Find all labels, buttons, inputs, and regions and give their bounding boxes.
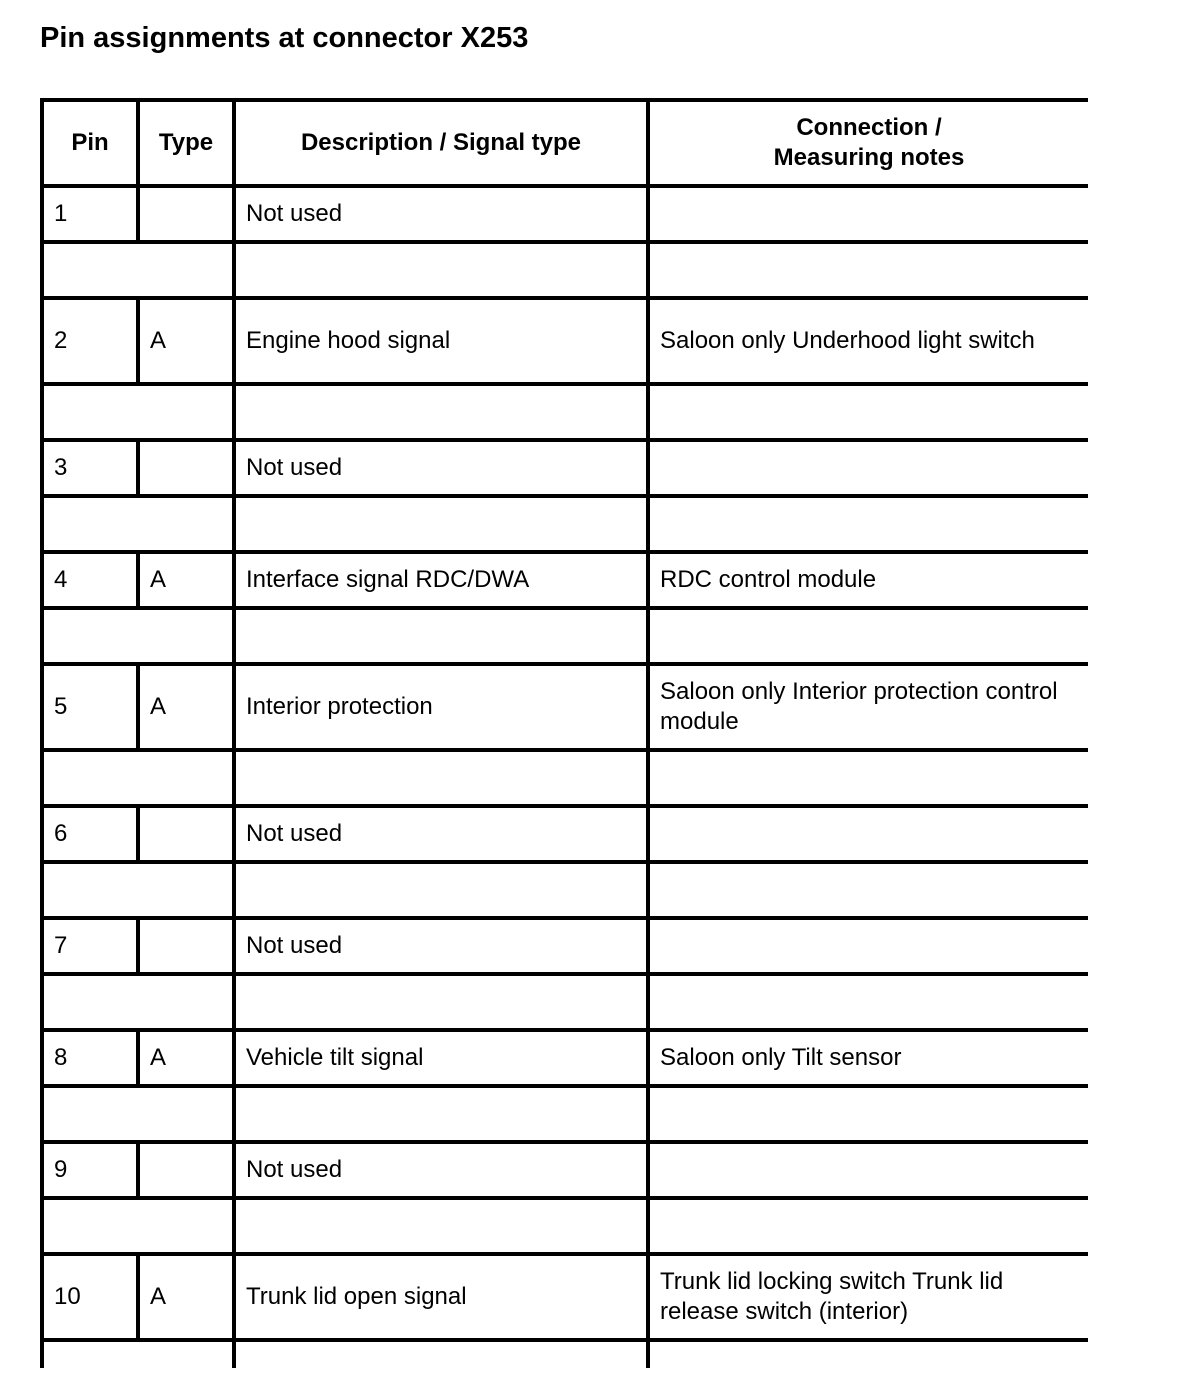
spacer-row	[42, 750, 1088, 806]
pin-table-container	[40, 98, 1088, 1368]
type-cell	[138, 918, 234, 974]
description-cell: Interior protection	[234, 664, 648, 750]
spacer-row	[42, 1340, 1088, 1368]
table-row	[42, 1254, 1088, 1340]
page-title: Pin assignments at connector X253	[40, 22, 529, 54]
description-cell: Not used	[234, 1142, 648, 1198]
notes-cell	[648, 918, 1088, 974]
header-type: Type	[138, 100, 234, 186]
notes-cell	[648, 1142, 1088, 1198]
spacer-row	[42, 242, 1088, 298]
description-cell: Not used	[234, 440, 648, 496]
table-header-row	[42, 100, 1088, 186]
pin-cell: 3	[42, 440, 138, 496]
table-row	[42, 806, 1088, 862]
notes-cell: Saloon only Underhood light switch	[648, 298, 1088, 384]
header-pin: Pin	[42, 100, 138, 186]
description-cell: Not used	[234, 806, 648, 862]
description-cell: Trunk lid open signal	[234, 1254, 648, 1340]
table-row	[42, 186, 1088, 242]
type-cell: A	[138, 1254, 234, 1340]
spacer-row	[42, 608, 1088, 664]
notes-cell: RDC control module	[648, 552, 1088, 608]
pin-cell: 1	[42, 186, 138, 242]
description-cell: Not used	[234, 186, 648, 242]
pin-cell: 8	[42, 1030, 138, 1086]
pin-cell: 7	[42, 918, 138, 974]
notes-cell: Saloon only Tilt sensor	[648, 1030, 1088, 1086]
table-row	[42, 440, 1088, 496]
notes-cell	[648, 186, 1088, 242]
description-cell: Interface signal RDC/DWA	[234, 552, 648, 608]
table-row	[42, 298, 1088, 384]
type-cell: A	[138, 298, 234, 384]
type-cell: A	[138, 1030, 234, 1086]
table-row	[42, 918, 1088, 974]
pin-cell: 4	[42, 552, 138, 608]
type-cell: A	[138, 552, 234, 608]
table-row	[42, 1142, 1088, 1198]
type-cell	[138, 186, 234, 242]
spacer-row	[42, 1198, 1088, 1254]
header-connection-line2: Measuring notes	[773, 144, 965, 171]
type-cell	[138, 806, 234, 862]
type-cell	[138, 440, 234, 496]
table-row	[42, 552, 1088, 608]
pin-cell: 10	[42, 1254, 138, 1340]
description-cell: Vehicle tilt signal	[234, 1030, 648, 1086]
spacer-row	[42, 496, 1088, 552]
description-cell: Engine hood signal	[234, 298, 648, 384]
header-description: Description / Signal type	[234, 100, 648, 186]
pin-assignment-table	[40, 98, 1088, 1368]
spacer-row	[42, 862, 1088, 918]
header-connection	[648, 100, 1088, 186]
spacer-row	[42, 384, 1088, 440]
pin-cell: 6	[42, 806, 138, 862]
notes-cell: Trunk lid locking switch Trunk lid release switch (interior)	[648, 1254, 1088, 1340]
pin-cell: 5	[42, 664, 138, 750]
notes-cell	[648, 440, 1088, 496]
table-row	[42, 1030, 1088, 1086]
header-connection-line1: Connection /	[796, 114, 942, 141]
pin-cell: 2	[42, 298, 138, 384]
spacer-row	[42, 1086, 1088, 1142]
pin-cell: 9	[42, 1142, 138, 1198]
type-cell	[138, 1142, 234, 1198]
notes-cell	[648, 806, 1088, 862]
notes-cell: Saloon only Interior protection control module	[648, 664, 1088, 750]
spacer-row	[42, 974, 1088, 1030]
description-cell: Not used	[234, 918, 648, 974]
type-cell: A	[138, 664, 234, 750]
table-row	[42, 664, 1088, 750]
